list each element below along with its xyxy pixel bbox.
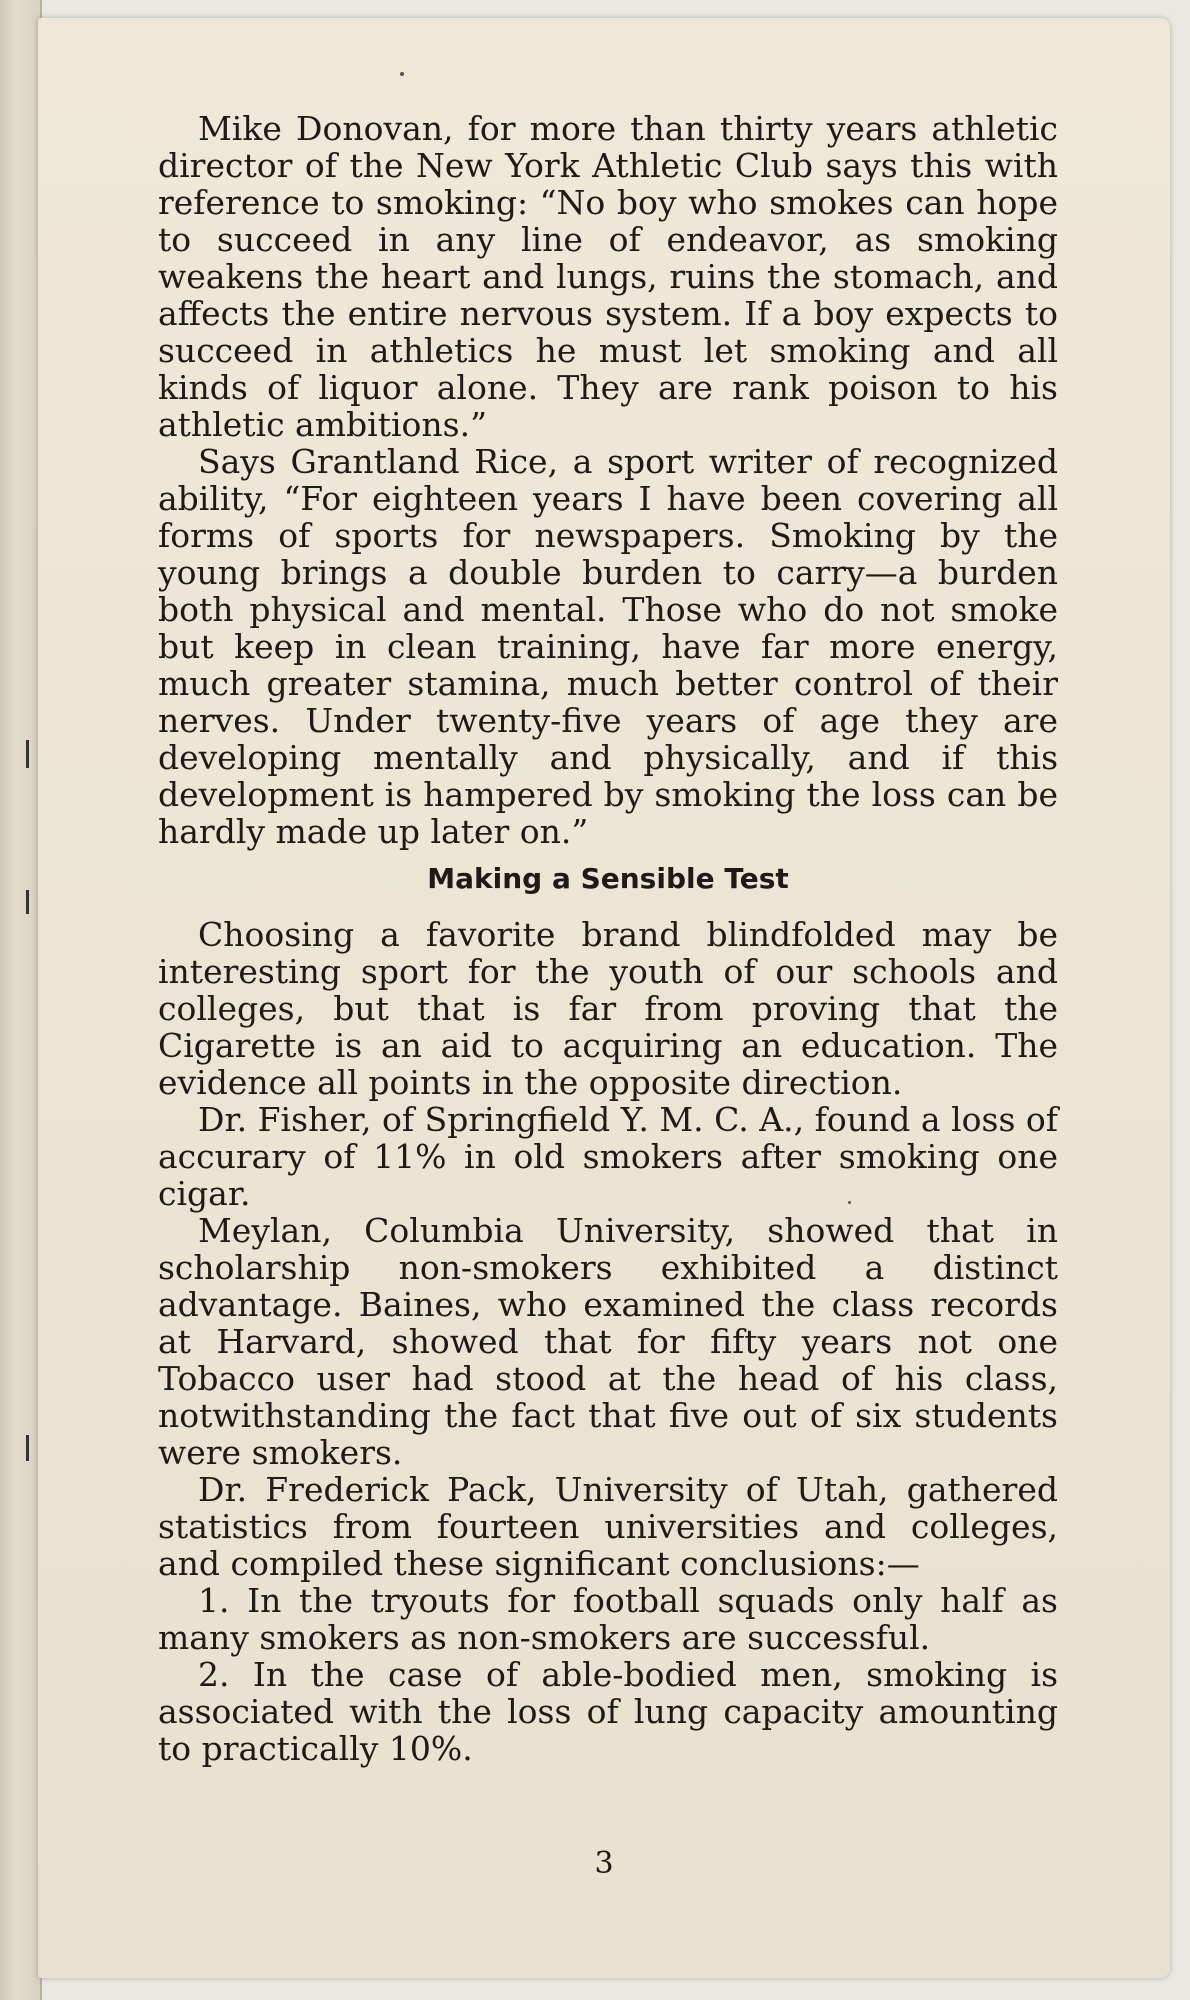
paragraph-pack: Dr. Frederick Pack, University of Utah, gathered statistics from fourteen universities and colleges, and compiled these significant conclusions:— xyxy=(158,1470,1058,1583)
conclusion-item-1: 1. In the tryouts for football squads only half as many smokers as non-smokers are successful. xyxy=(158,1581,1058,1657)
binding-mark xyxy=(26,890,29,914)
paragraph-blindfolded: Choosing a favorite brand blindfolded may be interesting sport for the youth of our schools and colleges, but that is far from proving that the Cigarette is an aid to acquiring an education. The evidence all points in the opposite direction. xyxy=(158,915,1058,1102)
page-text xyxy=(158,110,1058,1767)
conclusion-item-2: 2. In the case of able-bodied men, smoking is associated with the loss of lung capacity amounting to practically 10%. xyxy=(158,1655,1058,1768)
page-number: 3 xyxy=(594,1846,614,1881)
binding-mark xyxy=(26,1435,29,1461)
binding-mark xyxy=(26,740,29,768)
section-heading: Making a Sensible Test xyxy=(427,862,789,895)
page-speck xyxy=(400,72,404,76)
booklet-page xyxy=(38,18,1170,1978)
paragraph-donovan: Mike Donovan, for more than thirty years athletic director of the New York Athletic Club says this with reference to smoking: “No boy who smokes can hope to succeed in any line of endeavor, as smoking weakens the heart and lungs, ruins the stomach, and affects the entire nervous system. If a boy expects to succeed in athletics he must let smoking and all kinds of liquor alone. They are rank poison to his athletic ambitions.” xyxy=(158,109,1058,444)
paragraph-fisher: Dr. Fisher, of Springfield Y. M. C. A., found a loss of accurary of 11% in old smokers after smoking one cigar. xyxy=(158,1100,1058,1213)
previous-page-edge xyxy=(0,0,42,2000)
paragraph-rice: Says Grantland Rice, a sport writer of recognized ability, “For eighteen years I have been covering all forms of sports for newspapers. Smoking by the young brings a double burden to carry—a burden both physical and mental. Those who do not smoke but keep in clean training, have far more energy, much greater stamina, much better control of their nerves. Under twenty-five years of age they are developing mentally and physically, and if this development is hampered by smoking the loss can be hardly made up later on.” xyxy=(158,442,1058,851)
paragraph-meylan: Meylan, Columbia University, showed that in scholarship non-smokers exhibited a distinct advantage. Baines, who examined the class records at Harvard, showed that for fifty years not one Tobacco user had stood at the head of his class, notwithstanding the fact that five out of six students were smokers. xyxy=(158,1211,1058,1472)
